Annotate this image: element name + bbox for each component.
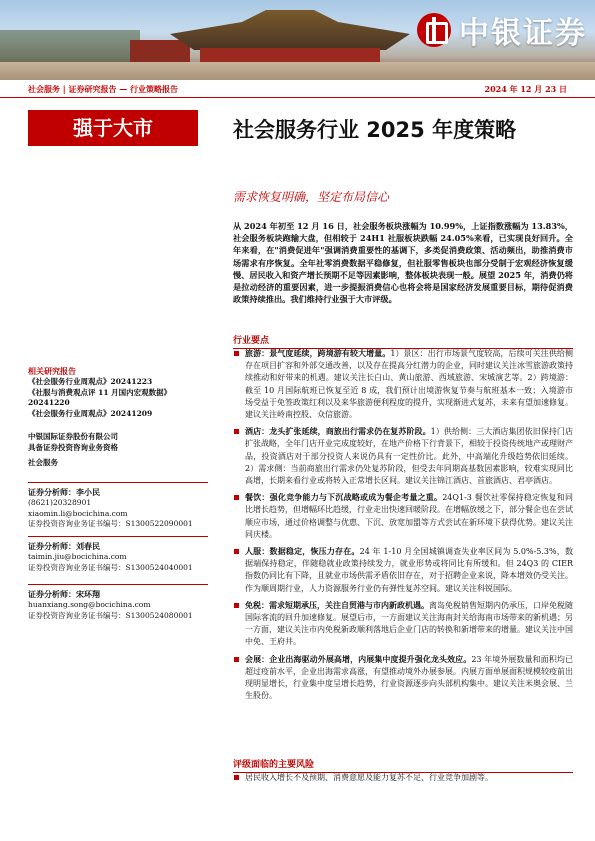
bank-logo-icon: [417, 13, 451, 47]
point-heading: 旅游：景气度延续，跨境游有较大增量。: [245, 348, 391, 358]
point-text: 1）景区：出行市场景气度较高，后续可关注供给侧存在项目扩容和外部交通改善，以及存在提高分红潜力的企业，同时建议关注冰雪旅游政策持续推动和好带来的机遇。建议关注长白山、黄山旅游、西域旅游、宋城演艺等。2）跨境游：截至 10 月国际航班已恢复至近 8 成，我们预计出境游恢复节奏与航班基本一致；入境游市场受益于免签政策红利以及来华旅游便利程度的提升，实现渐进式复苏，未来有望加速修复。建议关注岭南控股、众信旅游。: [245, 349, 573, 420]
related-report-link[interactable]: 《社服与消费观点评 11 月国内宏观数据》20241220: [28, 387, 172, 408]
brand-name: 中银证券: [459, 16, 587, 51]
analyst-block: [28, 478, 208, 530]
related-reports-heading: 相关研究报告: [28, 366, 76, 376]
list-item: [233, 545, 573, 595]
point-heading: 酒店：龙头扩张延续，商旅出行需求仍在复苏阶段。: [245, 426, 431, 437]
company-qualification: 具备证券投资咨询业务资格: [28, 442, 118, 452]
report-date: 2024 年 12 月 23 日: [484, 84, 567, 94]
analyst-cert: 证券投资咨询业务证书编号：S1300524080001: [28, 610, 193, 620]
analyst-email[interactable]: taimin.jiu@bocichina.com: [28, 551, 127, 561]
point-heading: 人服：数据稳定，恢压力存在。: [245, 546, 360, 557]
divider: [28, 482, 208, 483]
analyst-email[interactable]: huanxiang.song@bocichina.com: [28, 599, 151, 609]
risk-text: 居民收入增长不及预期、消费意愿及能力复苏不足、行业竞争加剧等。: [233, 772, 573, 784]
analyst-name: 证券分析师：李小民: [28, 487, 100, 497]
banner-palace-roof: [170, 10, 410, 50]
analyst-phone: (8621)20328901: [28, 497, 92, 507]
section-heading-points: 行业要点: [233, 333, 573, 349]
point-text: 1）供给侧：三大酒店集团依旧保持门店扩张战略，全年门店开业完成度较好，在地产价格下行背景下，相较于投资传统地产或理财产品，投资酒店对于部分投资人来说仍具有一定性价比。此外，中高端化升级趋势依旧延续。2）需求侧：当前商旅出行需求仍处复苏阶段，但受去年同期高基数因素影响，较难实现同比高增，长期来看行业或将转入正常增长区间。建议关注锦江酒店、首旅酒店、君亭酒店。: [245, 427, 573, 486]
point-text: 离岛免税销售短期内仍承压，口岸免税随国际客流的回升加速修复。展望后市，一方面建议关注海南封关给海南市场带来的新机遇；另一方面，建议关注市内免税新政顺利落地后企业门店的转换和新增带来的增量。建议关注中国中免、王府井。: [245, 600, 573, 647]
list-item: [233, 347, 573, 421]
point-heading: 免税：需求短期承压，关注自贸港与市内新政机遇。: [245, 599, 429, 610]
list-item: [233, 425, 573, 487]
page-title: 社会服务行业 2025 年度策略: [233, 118, 517, 142]
analyst-block: [28, 580, 208, 621]
analyst-name: 证券分析师：刘春民: [28, 541, 100, 551]
divider: [28, 536, 208, 537]
breadcrumb: 社会服务 | 证券研究报告 — 行业策略报告: [28, 84, 179, 94]
section-heading-risk: 评级面临的主要风险: [233, 757, 573, 773]
related-reports: [28, 366, 208, 420]
point-text: 24 年 1-10 月全国城镇调查失业率区间为 5.0%-5.3%，数据端保持稳定，伴随稳就业政策持续发力，就业形势或将同比有所缓和。但 24Q3 的 CIER 指数仍同比有下降，且就业市场供需矛盾依旧存在，对于招聘企业来说，降本增效仍受关注。作为顺周期行业，人力资源服务行业仍有弹性复苏空间。建议关注科锐国际。: [245, 547, 573, 593]
analyst-cert: 证券投资咨询业务证书编号：S1300524040001: [28, 562, 193, 572]
analyst-block: [28, 532, 208, 573]
point-text: 23 年境外展数量和面积均已超过疫前水平，企业出海需求高涨，有望推动境外办展参展。内展方面单展面积规模较疫前出现明显增长，行业集中度呈增长趋势，行业资源逐步向头部机构集中。建议关注米奥会展、兰生股份。: [245, 654, 573, 701]
analyst-email[interactable]: xiaomin.li@bocichina.com: [28, 508, 128, 518]
divider: [28, 584, 208, 585]
company-name: 中银国际证券股份有限公司: [28, 432, 118, 441]
points-list: [233, 347, 573, 706]
header-banner: [0, 0, 595, 80]
page-subtitle: 需求恢复明确，坚定布局信心: [233, 190, 390, 204]
list-item: [233, 599, 573, 649]
related-report-link[interactable]: 《社会服务行业周观点》20241209: [28, 409, 153, 419]
breadcrumb-bar: [0, 84, 595, 98]
summary-paragraph: 从 2024 年初至 12 月 16 日，社会服务板块涨幅为 10.99%，上证指数涨幅为 13.83%，社会服务板块跑输大盘，但相较于 24H1 社服板块跌幅 24.05%来看，已实现良好回升。全年来看，在"消费促进年"强调消费重要性的基调下，多类促消费政策、活动频出，助推消费市场需求有序恢复。全年社零消费数据平稳修复，但社服零售板块也部分受制于宏观经济恢复缓慢、居民收入和资产增长预期不足等因素影响，整体板块表现一般。展望 2025 年，消费仍将是拉动经济的重要因素，进一步提振消费信心也将会将是国家经济发展重要目标，期待促消费政策持续推出。我们维持行业强于大市评级。: [233, 221, 573, 305]
point-heading: 餐饮：强化竞争能力与下沉战略或成为餐企考量之重。: [245, 492, 443, 503]
industry-label: 社会服务: [28, 457, 58, 467]
point-heading: 会展：企业出海驱动外展高增，内展集中度提升强化龙头效应。: [245, 653, 472, 664]
related-report-link[interactable]: 《社会服务行业周观点》20241223: [28, 376, 153, 386]
point-text: 24Q1-3 餐饮社零保持稳定恢复和同比增长趋势，但增幅环比趋缓，行业走出快速回暖阶段。在增幅放缓之下，部分餐企也在尝试顺应市场，通过价格调整与优惠、下沉、放宽加盟等方式尝试在新环境下获得优势。建议关注同庆楼。: [245, 493, 573, 539]
brand-logo: [417, 8, 587, 52]
analyst-name: 证券分析师：宋环翔: [28, 589, 100, 599]
company-info: [28, 432, 208, 468]
analyst-cert: 证券投资咨询业务证书编号：S1300522090001: [28, 519, 193, 529]
list-item: [233, 491, 573, 541]
banner-ground: [0, 62, 595, 80]
rating-badge: 强于大市: [28, 110, 198, 146]
list-item: [233, 653, 573, 703]
